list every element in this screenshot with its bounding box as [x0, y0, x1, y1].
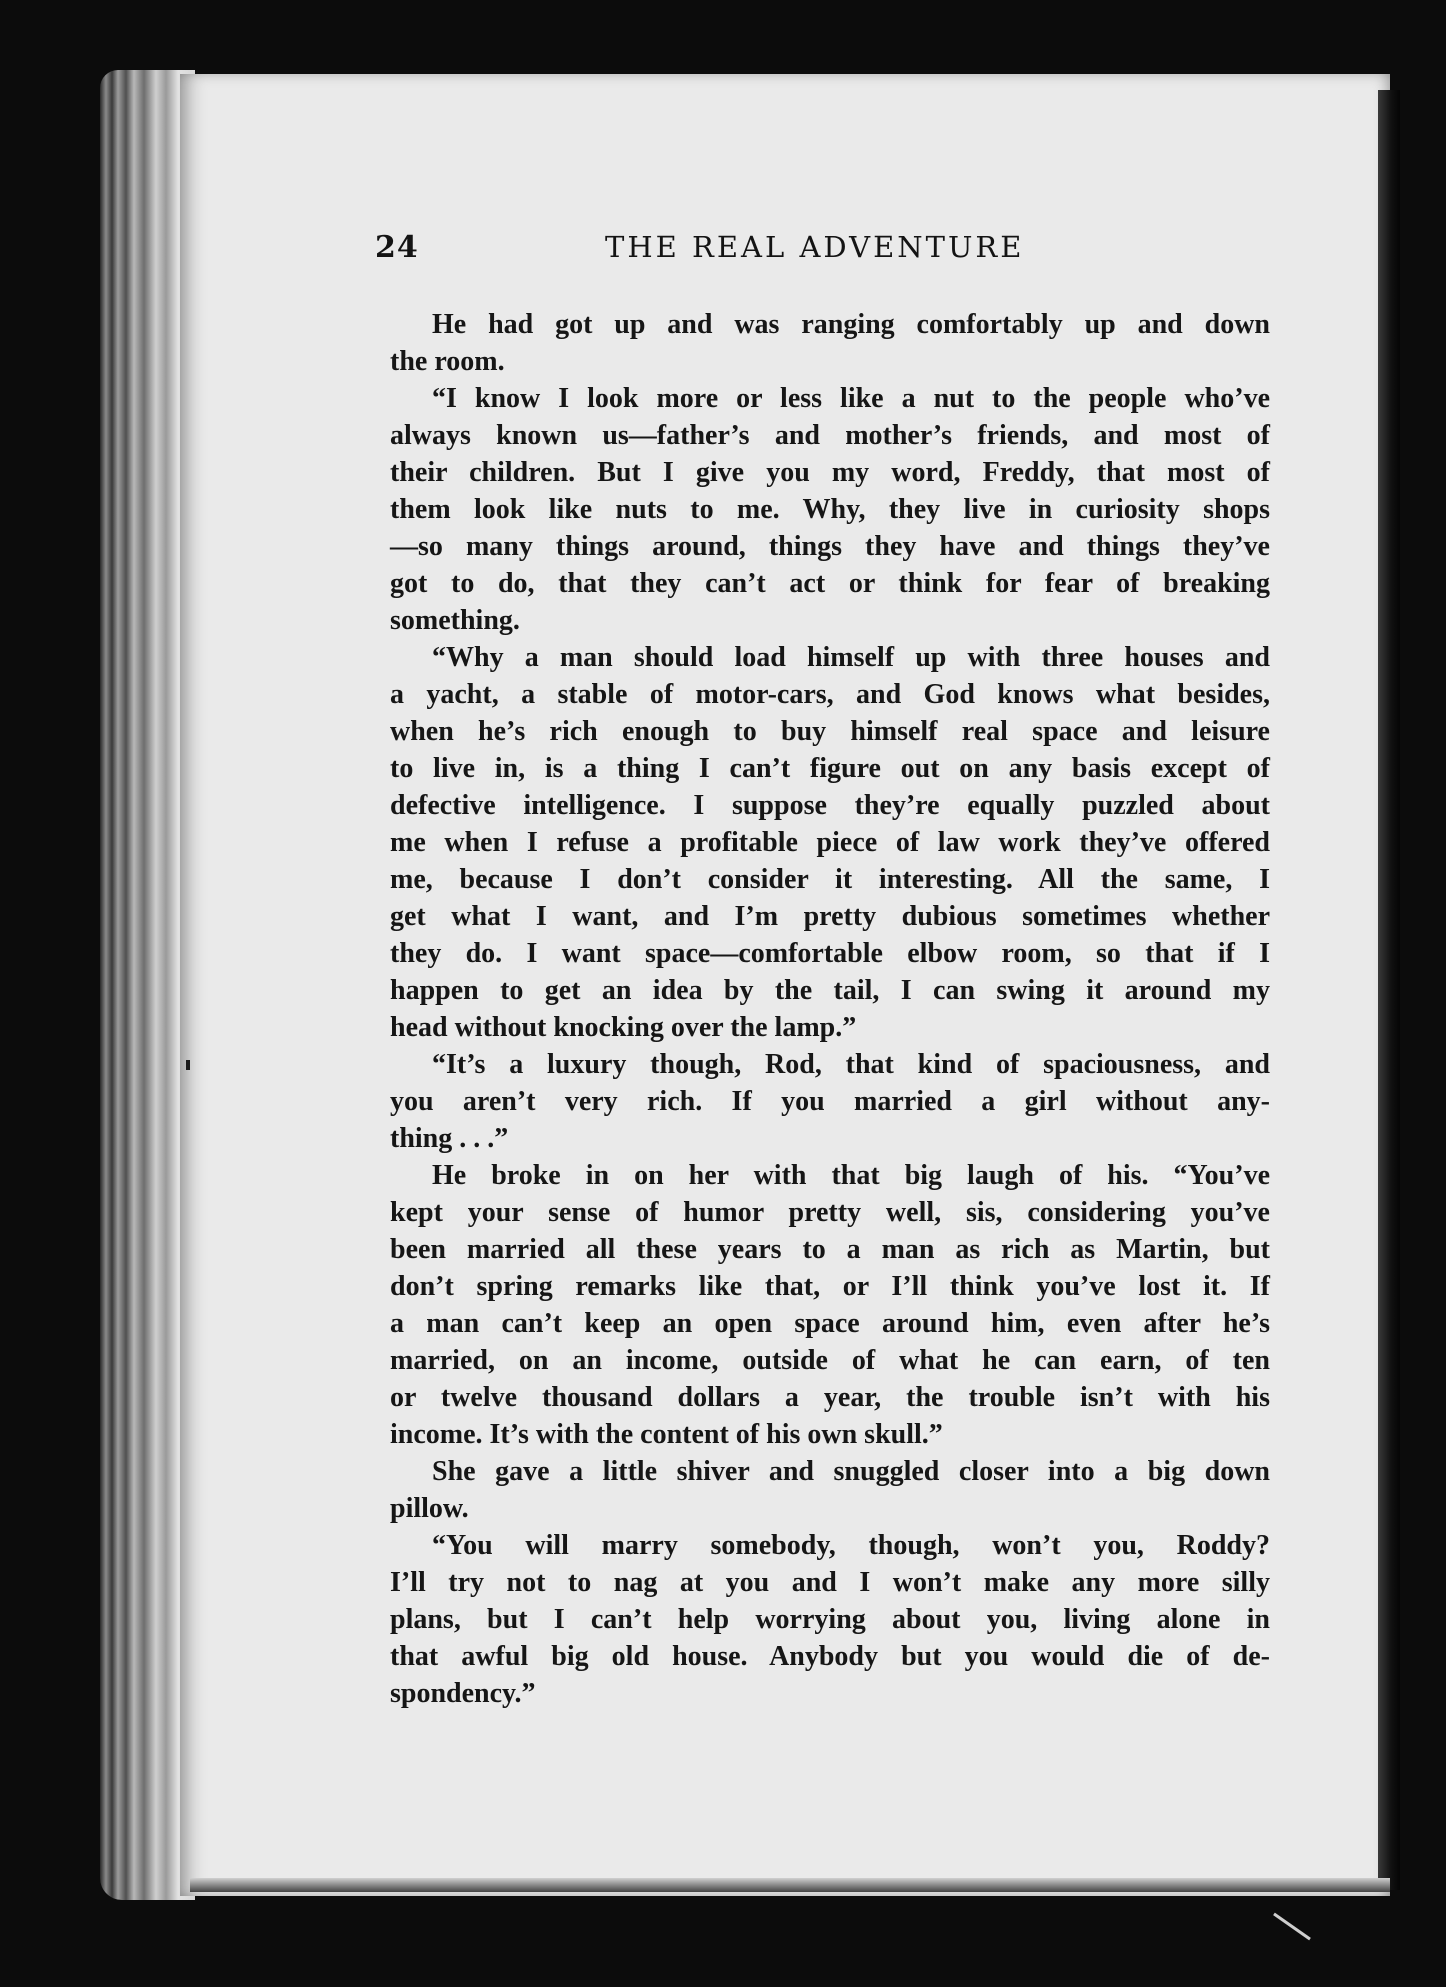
text-line: “I know I look more or less like a nut to the people who’ve: [432, 383, 1270, 414]
text-line: been married all these years to a man as rich as Martin, but: [390, 1234, 1270, 1265]
text-line: He broke in on her with that big laugh of his. “You’ve: [432, 1160, 1270, 1191]
text-line: to live in, is a thing I can’t figure out on any basis except of: [390, 753, 1270, 784]
margin-speck: [186, 1060, 190, 1070]
text-line: they do. I want space—comfortable elbow room, so that if I: [390, 938, 1270, 969]
text-line: He had got up and was ranging comfortably up and down: [432, 309, 1270, 340]
text-line: got to do, that they can’t act or think for fear of breaking: [390, 568, 1270, 599]
text-line: —so many things around, things they have and things they’ve: [390, 531, 1270, 562]
text-line: head without knocking over the lamp.”: [390, 1012, 857, 1043]
text-line: kept your sense of humor pretty well, sis, considering you’ve: [390, 1197, 1270, 1228]
running-title: THE REAL ADVENTURE: [605, 230, 1025, 264]
text-line: “Why a man should load himself up with three houses and: [432, 642, 1270, 673]
text-line: She gave a little shiver and snuggled closer into a big down: [432, 1456, 1270, 1487]
text-line: “It’s a luxury though, Rod, that kind of spaciousness, and: [432, 1049, 1270, 1080]
text-line: their children. But I give you my word, Freddy, that most of: [390, 457, 1270, 488]
body-text: [390, 306, 1270, 1712]
text-line: defective intelligence. I suppose they’re equally puzzled about: [390, 790, 1270, 821]
text-line: always known us—father’s and mother’s friends, and most of: [390, 420, 1270, 451]
text-line: don’t spring remarks like that, or I’ll think you’ve lost it. If: [390, 1271, 1270, 1302]
text-line: income. It’s with the content of his own skull.”: [390, 1419, 943, 1450]
text-line: thing . . .”: [390, 1123, 509, 1154]
text-line: you aren’t very rich. If you married a girl without any-: [390, 1086, 1270, 1117]
text-line: plans, but I can’t help worrying about you, living alone in: [390, 1604, 1270, 1635]
text-line: me, because I don’t consider it interesting. All the same, I: [390, 864, 1270, 895]
text-line: spondency.”: [390, 1678, 536, 1709]
text-line: when he’s rich enough to buy himself real space and leisure: [390, 716, 1270, 747]
text-line: “You will marry somebody, though, won’t you, Roddy?: [432, 1530, 1270, 1561]
page-bottom-edge: [190, 1878, 1390, 1892]
text-line: something.: [390, 605, 520, 636]
text-line: the room.: [390, 346, 505, 377]
text-line: or twelve thousand dollars a year, the trouble isn’t with his: [390, 1382, 1270, 1413]
scan-scratch-mark: [1273, 1913, 1311, 1941]
page-right-edge: [1378, 90, 1400, 1890]
text-line: that awful big old house. Anybody but you would die of de-: [390, 1641, 1270, 1672]
text-line: I’ll try not to nag at you and I won’t make any more silly: [390, 1567, 1270, 1598]
text-line: a man can’t keep an open space around him, even after he’s: [390, 1308, 1270, 1339]
text-line: get what I want, and I’m pretty dubious sometimes whether: [390, 901, 1270, 932]
text-line: me when I refuse a profitable piece of law work they’ve offered: [390, 827, 1270, 858]
text-line: married, on an income, outside of what he can earn, of ten: [390, 1345, 1270, 1376]
text-line: happen to get an idea by the tail, I can swing it around my: [390, 975, 1270, 1006]
page-number: 24: [375, 230, 419, 265]
running-header: [375, 226, 1265, 272]
text-line: them look like nuts to me. Why, they live in curiosity shops: [390, 494, 1270, 525]
text-line: pillow.: [390, 1493, 469, 1524]
text-line: a yacht, a stable of motor-cars, and God knows what besides,: [390, 679, 1270, 710]
